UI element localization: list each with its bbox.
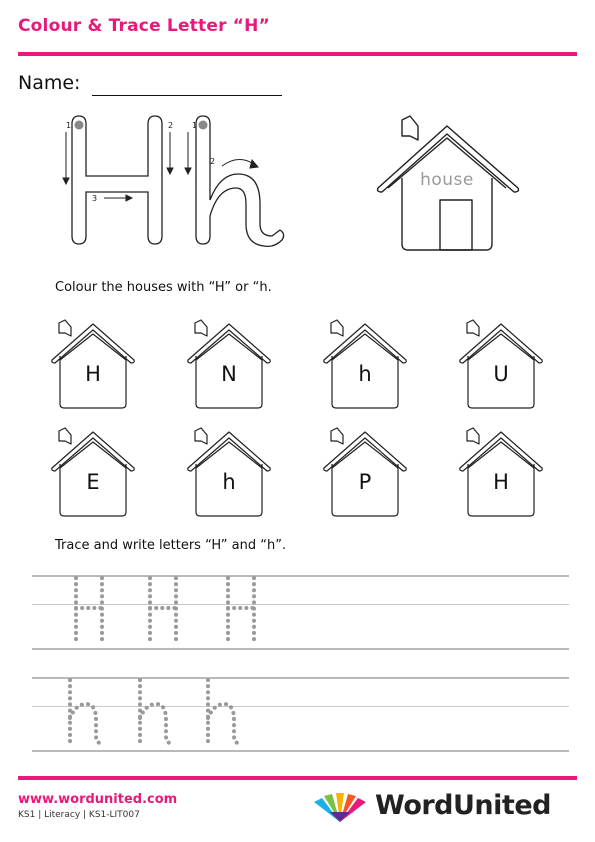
footer-url[interactable]: www.wordunited.com: [18, 792, 178, 807]
house-letter: H: [493, 470, 509, 494]
header-divider: [18, 52, 577, 56]
house-letter: P: [358, 470, 372, 494]
example-house: [372, 112, 522, 257]
letter-house[interactable]: [50, 318, 136, 412]
stroke-number: 2: [168, 121, 174, 130]
page-title: Colour & Trace Letter “H”: [18, 16, 270, 36]
instruction-trace: Trace and write letters “H” and “h”.: [55, 538, 287, 553]
house-word: house: [420, 170, 474, 190]
name-label: Name:: [18, 72, 81, 94]
letter-house[interactable]: [458, 318, 544, 412]
wordunited-logo-icon: [310, 792, 370, 826]
stroke-number: 2: [210, 157, 216, 166]
stroke-number: 1: [192, 121, 198, 130]
letter-house[interactable]: [186, 318, 272, 412]
footer-divider: [18, 776, 577, 780]
model-letters: [60, 112, 290, 252]
stroke-number: 1: [66, 121, 72, 130]
stroke-number: 3: [92, 194, 98, 203]
instruction-colour: Colour the houses with “H” or “h.: [55, 280, 272, 295]
trace-letters[interactable]: [32, 570, 292, 755]
brand-name: WordUnited: [375, 790, 551, 821]
house-letter: E: [86, 470, 100, 494]
letter-house[interactable]: [186, 426, 272, 520]
letter-house[interactable]: [50, 426, 136, 520]
letter-house[interactable]: [458, 426, 544, 520]
name-field[interactable]: [92, 95, 282, 96]
house-letter: N: [221, 362, 237, 386]
letter-house[interactable]: [322, 426, 408, 520]
house-letter: h: [358, 362, 372, 386]
house-letter: h: [222, 470, 236, 494]
house-letter: H: [85, 362, 101, 386]
letter-house[interactable]: [322, 318, 408, 412]
footer-code: KS1 | Literacy | KS1-LIT007: [18, 810, 140, 820]
house-letter: U: [493, 362, 509, 386]
